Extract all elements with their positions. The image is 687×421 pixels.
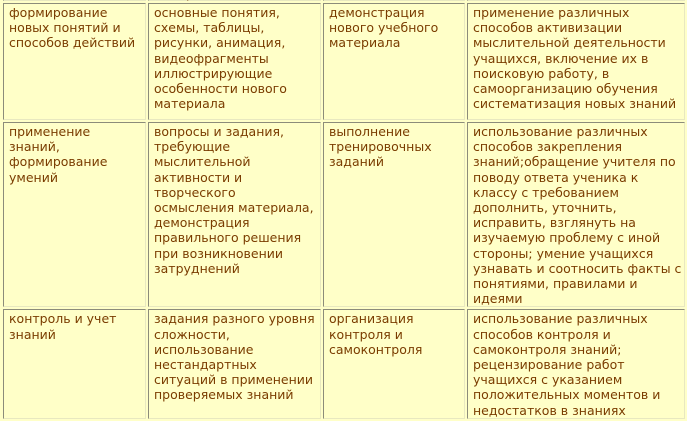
stage-cell: контроль и учет знаний xyxy=(3,309,146,418)
goal-cell: применение различных способов активизации мыслительной деятельности учащихся, включение их в поисковую работу, в самоорганизацию обучения систематизация новых знаний xyxy=(467,3,685,120)
content-cell: основные понятия, схемы, таблицы, рисунки, анимация, видеофрагменты иллюстрирующие особенности нового материала xyxy=(148,3,321,120)
stage-cell: применение знаний, формирование умений xyxy=(3,122,146,307)
header-cell-1 xyxy=(3,0,146,1)
header-cell-2 xyxy=(148,0,321,1)
table-row xyxy=(3,122,685,307)
method-cell: демонстрация нового учебного материала xyxy=(323,3,465,120)
method-cell: выполнение тренировочных заданий xyxy=(323,122,465,307)
header-cell-4 xyxy=(467,0,685,1)
goal-cell: использование различных способов контроля и самоконтроля знаний; рецензирование работ учащихся с указанием положительных моментов и недостатков в знаниях xyxy=(467,309,685,418)
header-cell-3 xyxy=(323,0,465,1)
table-row xyxy=(3,3,685,120)
content-cell: вопросы и задания, требующие мыслительной активности и творческого осмысления материала, демонстрация правильного решения при возникновении затруднений xyxy=(148,122,321,307)
table-header-row xyxy=(3,0,685,1)
table-row xyxy=(3,309,685,418)
content-cell: задания разного уровня сложности, использование нестандартных ситуаций в применении проверяемых знаний xyxy=(148,309,321,418)
goal-cell: использование различных способов закрепления знаний;обращение учителя по поводу ответа ученика к классу с требованием дополнить, уточнить, исправить, взглянуть на изучаемую проблему с иной стороны; умение учащихся узнавать и соотносить факты с понятиями, правилами и идеями xyxy=(467,122,685,307)
method-cell: организация контроля и самоконтроля xyxy=(323,309,465,418)
lesson-stages-table xyxy=(1,0,687,421)
stage-cell: формирование новых понятий и способов действий xyxy=(3,3,146,120)
